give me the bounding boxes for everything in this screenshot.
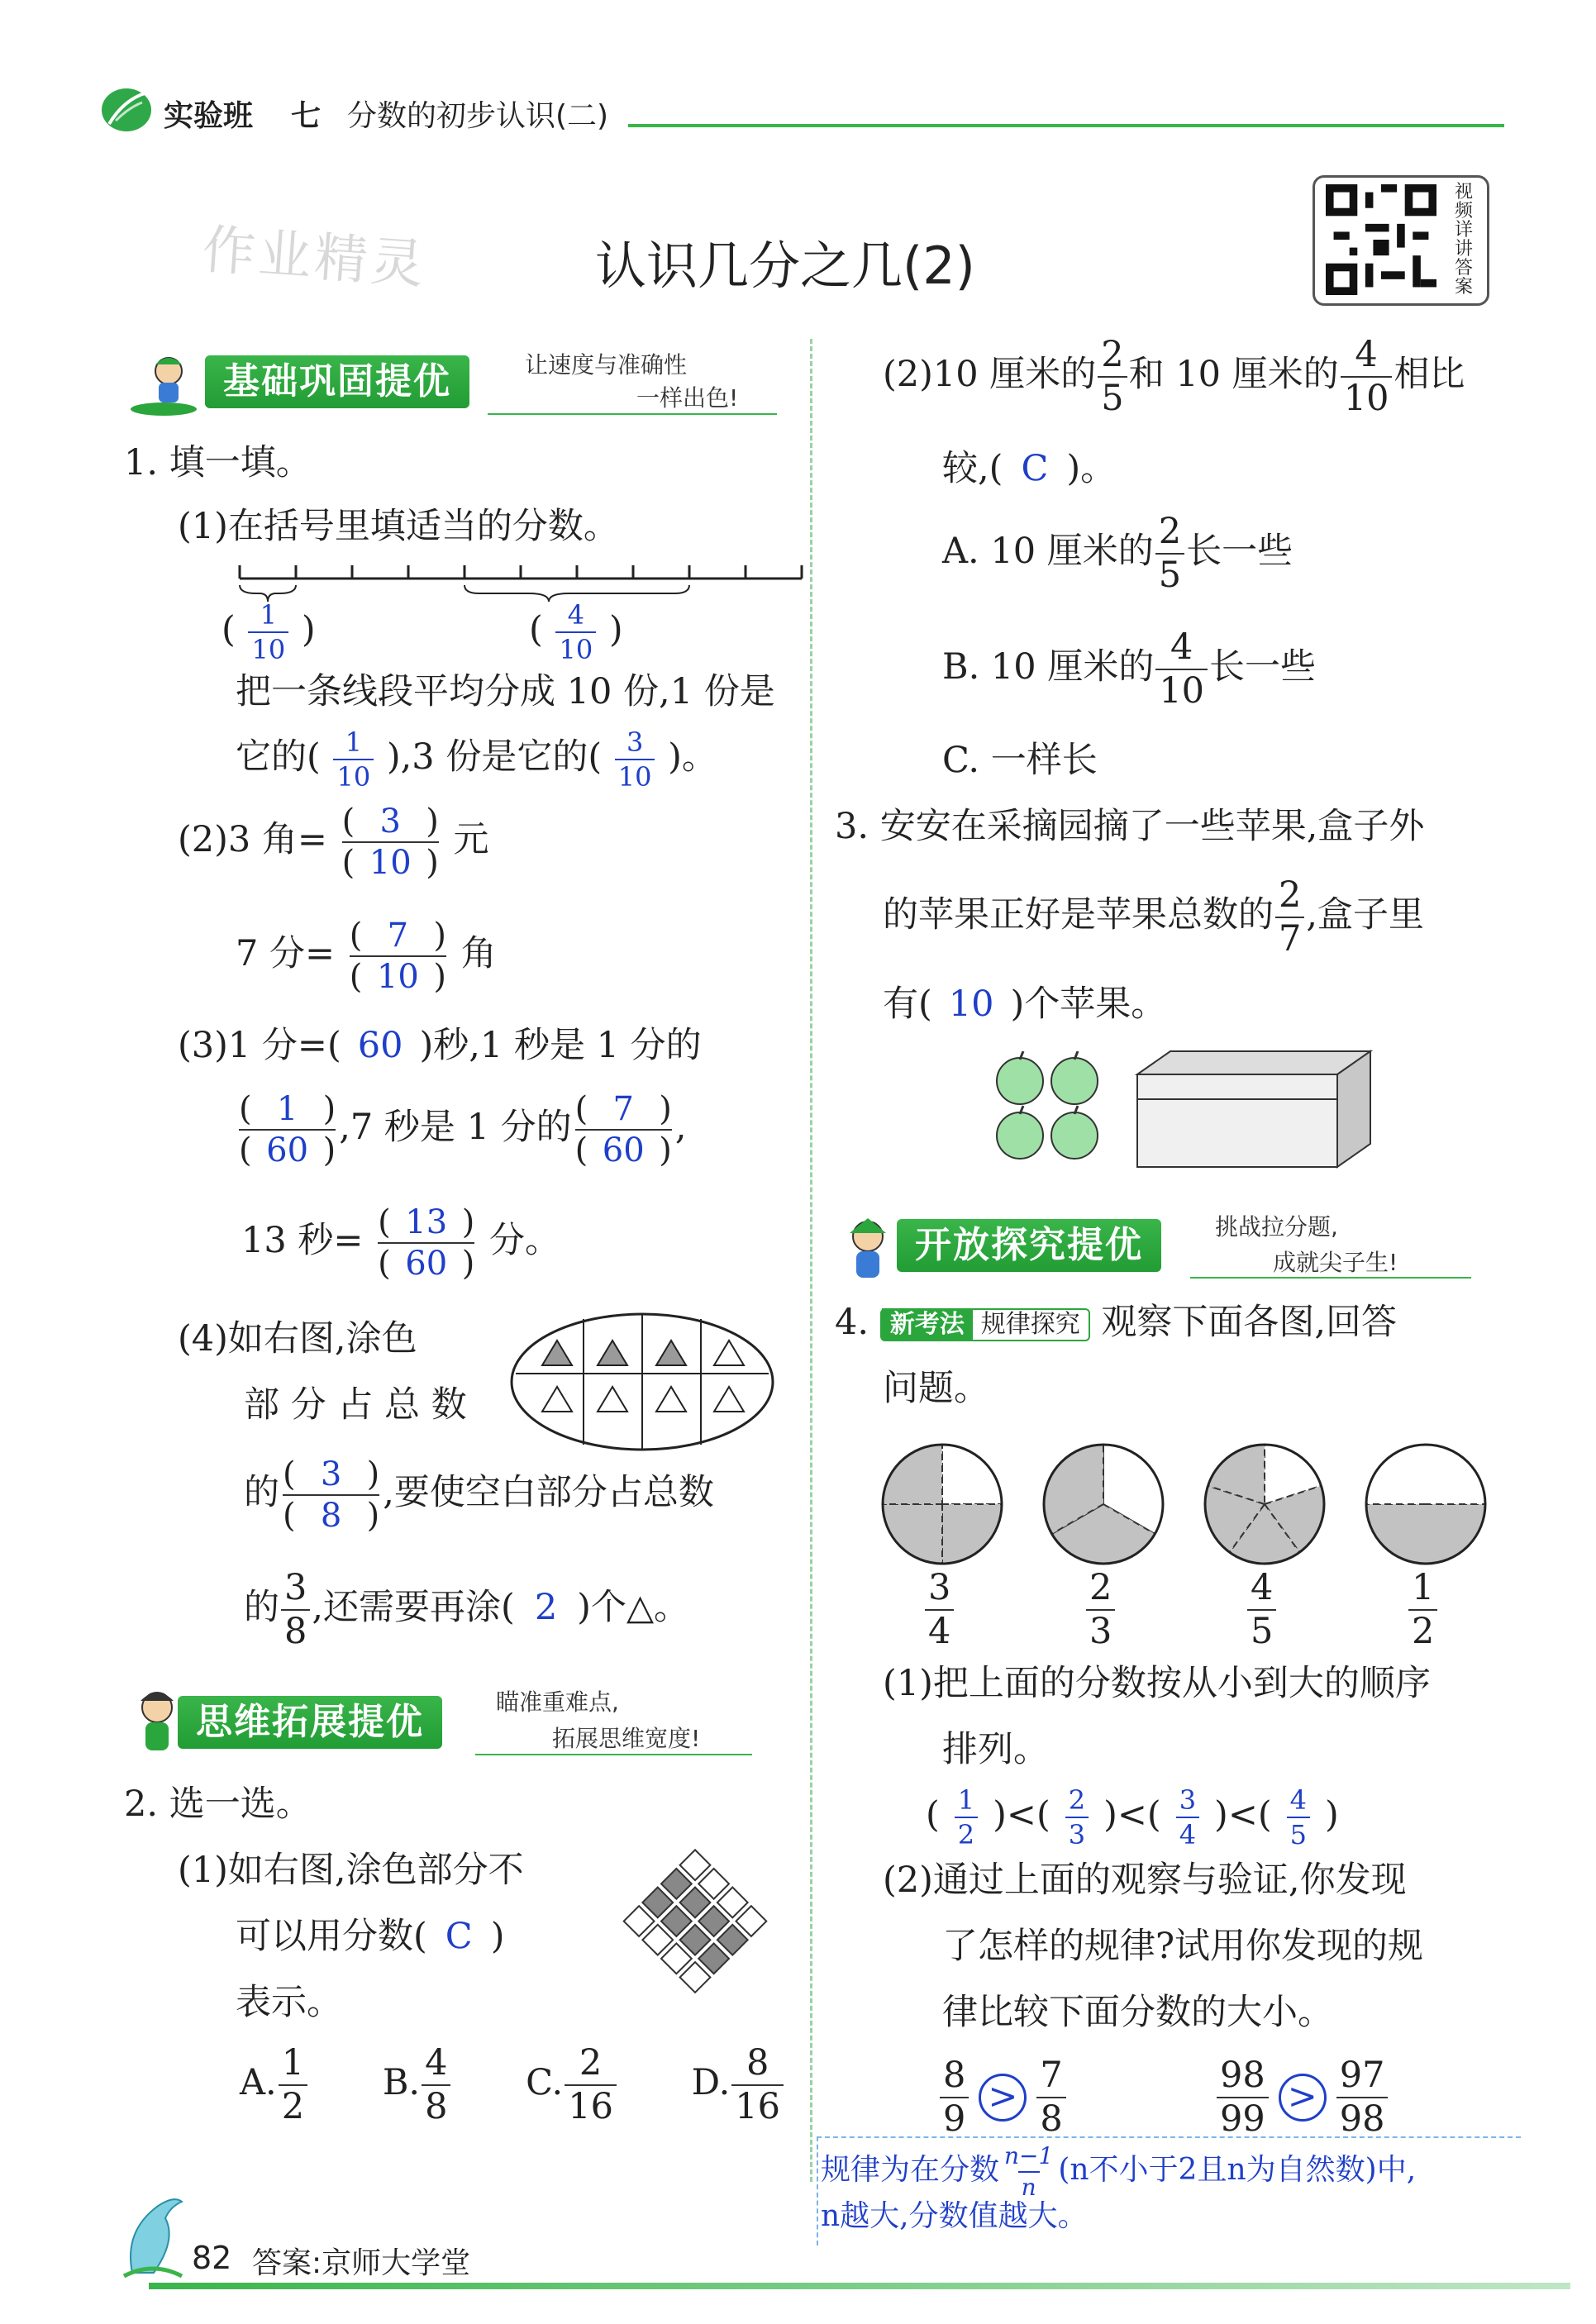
qr-label: 视 频 详 讲 答 案 — [1454, 182, 1473, 298]
mascot-skater-icon — [122, 351, 205, 417]
q1-part4-line2: 部 分 占 总 数 — [244, 1384, 467, 1426]
q3-line1: 3. 安安在采摘园摘了一些苹果,盒子外 — [835, 806, 1425, 847]
q4-part2-line1: (2)通过上面的观察与验证,你发现 — [883, 1860, 1407, 1901]
q4-tag: 新考法 规律探究 — [880, 1308, 1090, 1341]
chapter-title: 分数的初步认识(二) — [347, 99, 609, 133]
q4-part2-line2: 了怎样的规律?试用你发现的规 — [942, 1926, 1424, 1967]
circle-label-2: $\frac{2}{3}$ — [1086, 1570, 1115, 1650]
q3-line2: 的苹果正好是苹果总数的 $\frac{2}{7}$ ,盒子里 — [883, 874, 1425, 960]
line-answer-1: ( $\frac{1}{10}$ ) — [222, 599, 316, 665]
fraction-circle-1 — [883, 1445, 1002, 1564]
q2-part1-line1: (1)如右图,涂色部分不 — [178, 1850, 524, 1891]
section-basic-slogan1: 让速度与准确性 — [525, 351, 688, 379]
section-open-title: 开放探究提优 — [897, 1219, 1161, 1272]
rule-answer-line2: n越大,分数值越大。 — [821, 2199, 1088, 2233]
q1-part4-line1: (4)如右图,涂色 — [178, 1318, 417, 1360]
option-a: A. $\frac{1}{2}$ — [240, 2045, 309, 2125]
q2-part2-line1: (2)10 厘米的 $\frac{2}{5}$ 和 10 厘米的 $\frac{4}{10}$ 相比 — [883, 334, 1465, 419]
footer-rule — [149, 2283, 1570, 2289]
fraction-circle-3 — [1205, 1445, 1324, 1564]
q4-part1-order: ( $\frac{1}{2}$ )<( $\frac{2}{3}$ )<( $\frac{3}{4}$ )<( $\frac{4}{5}$ ) — [926, 1784, 1339, 1850]
q2-part1-line2: 可以用分数( C ) — [236, 1916, 505, 1957]
q2-part1-line3: 表示。 — [236, 1982, 342, 2023]
compare-symbol-2: > — [1279, 2074, 1327, 2122]
q1-part4-line4: 的 $\frac{3}{8}$ ,还需要再涂( 2 )个△。 — [244, 1567, 690, 1652]
section-basic-rule — [488, 413, 777, 415]
mascot-explorer-icon — [835, 1215, 901, 1284]
dolphin-icon — [116, 2190, 190, 2281]
circle-label-4: $\frac{1}{2}$ — [1408, 1570, 1437, 1650]
q1-part1-text2: 它的( $\frac{1}{10}$ ),3 份是它的( $\frac{3}{10}$ )。 — [236, 726, 717, 793]
q3-line3: 有( 10 )个苹果。 — [883, 983, 1167, 1025]
q1-part3-line3: 13 秒= ( 13 ) ( 60 ) 分。 — [241, 1203, 560, 1283]
section-thinking-rule — [475, 1754, 752, 1755]
q4-line2: 问题。 — [883, 1368, 989, 1409]
q2-part2-option-b: B. 10 厘米的 $\frac{4}{10}$ 长一些 — [942, 626, 1317, 712]
q4-line1: 4. 新考法 规律探究 观察下面各图,回答 — [835, 1302, 1398, 1343]
section-open-slogan2: 成就尖子生! — [1273, 1249, 1398, 1276]
page-number: 82 — [192, 2240, 232, 2276]
circle-label-1: $\frac{3}{4}$ — [925, 1570, 954, 1650]
q4-part1-line2: 排列。 — [942, 1729, 1049, 1770]
series-name: 实验班 — [164, 99, 254, 133]
triangle-oval-diagram — [506, 1307, 779, 1456]
apples-icon — [992, 1051, 1108, 1167]
q1-part1-label: (1)在括号里填适当的分数。 — [178, 506, 619, 547]
watermark: 作业精灵 — [200, 219, 429, 297]
q1-part3-line2: ( 1 ) ( 60 ) ,7 秒是 1 分的 ( 7 ) ( 60 ) , — [239, 1090, 687, 1169]
q4-part2-line3: 律比较下面分数的大小。 — [942, 1992, 1333, 2033]
qr-code-icon — [1323, 184, 1439, 295]
q2-part2-option-c: C. 一样长 — [942, 740, 1098, 781]
section-basic-title: 基础巩固提优 — [205, 355, 469, 408]
fraction-circle-4 — [1366, 1445, 1485, 1564]
fraction-circles-diagram — [872, 1434, 1500, 1574]
q1-part4-line3: 的 ( 3 ) ( 8 ) ,要使空白部分占总数 — [244, 1455, 714, 1535]
section-basic-slogan2: 一样出色! — [636, 384, 739, 412]
q2-part1-options — [240, 2042, 785, 2127]
qr-block — [1313, 175, 1489, 306]
page-header — [99, 83, 1504, 140]
number-line-diagram — [231, 562, 810, 612]
option-d: D. $\frac{8}{16}$ — [692, 2045, 785, 2125]
diamond-grid-diagram — [616, 1843, 774, 2002]
q2-part2-option-a: A. 10 厘米的 $\frac{2}{5}$ 长一些 — [942, 511, 1293, 596]
section-open-rule — [1190, 1277, 1471, 1279]
fraction-circle-labels — [872, 1567, 1500, 1652]
lesson-title: 认识几分之几(2) — [595, 236, 975, 296]
q1-part2-line1: (2)3 角= ( 3 ) ( 10 ) 元 — [178, 802, 489, 882]
rule-answer-line1: 规律为在分数 $\frac{n-1}{n}$ (n不小于2且n为自然数)中, — [821, 2142, 1417, 2201]
compare-symbol-1: > — [979, 2074, 1027, 2122]
section-open-slogan1: 挑战拉分题, — [1215, 1213, 1338, 1241]
answer-label: 答案:京师大学堂 — [252, 2246, 471, 2280]
q1-title: 1. 填一填。 — [124, 442, 312, 483]
q1-part1-text1: 把一条线段平均分成 10 份,1 份是 — [236, 671, 775, 712]
q4-compare-1: $\frac{8}{9}$ > $\frac{7}{8}$ — [938, 2058, 1068, 2137]
q1-part3-line1: (3)1 分=( 60 )秒,1 秒是 1 分的 — [178, 1025, 702, 1066]
option-c: C. $\frac{2}{16}$ — [526, 2045, 618, 2125]
q4-part1-line1: (1)把上面的分数按从小到大的顺序 — [883, 1663, 1431, 1704]
section-thinking-title: 思维拓展提优 — [178, 1696, 442, 1749]
fraction-circle-2 — [1044, 1445, 1163, 1564]
line-answer-2: ( $\frac{4}{10}$ ) — [529, 599, 623, 665]
box-icon — [1134, 1050, 1374, 1169]
q4-compare-2: $\frac{98}{99}$ > $\frac{97}{98}$ — [1215, 2058, 1389, 2137]
q2-part2-line2: 较,( C )。 — [942, 448, 1117, 489]
q2-title: 2. 选一选。 — [124, 1783, 312, 1825]
option-b: B. $\frac{4}{8}$ — [383, 2045, 453, 2125]
q1-part2-line2: 7 分= ( 7 ) ( 10 ) 角 — [236, 917, 497, 996]
circle-label-3: $\frac{4}{5}$ — [1247, 1570, 1276, 1650]
chapter-number: 七 — [291, 99, 322, 133]
column-divider — [810, 339, 812, 2182]
leaf-logo-icon — [99, 83, 154, 137]
header-rule — [628, 124, 1504, 127]
section-thinking-slogan2: 拓展思维宽度! — [552, 1725, 701, 1752]
section-thinking-slogan1: 瞄准重难点, — [496, 1688, 619, 1716]
